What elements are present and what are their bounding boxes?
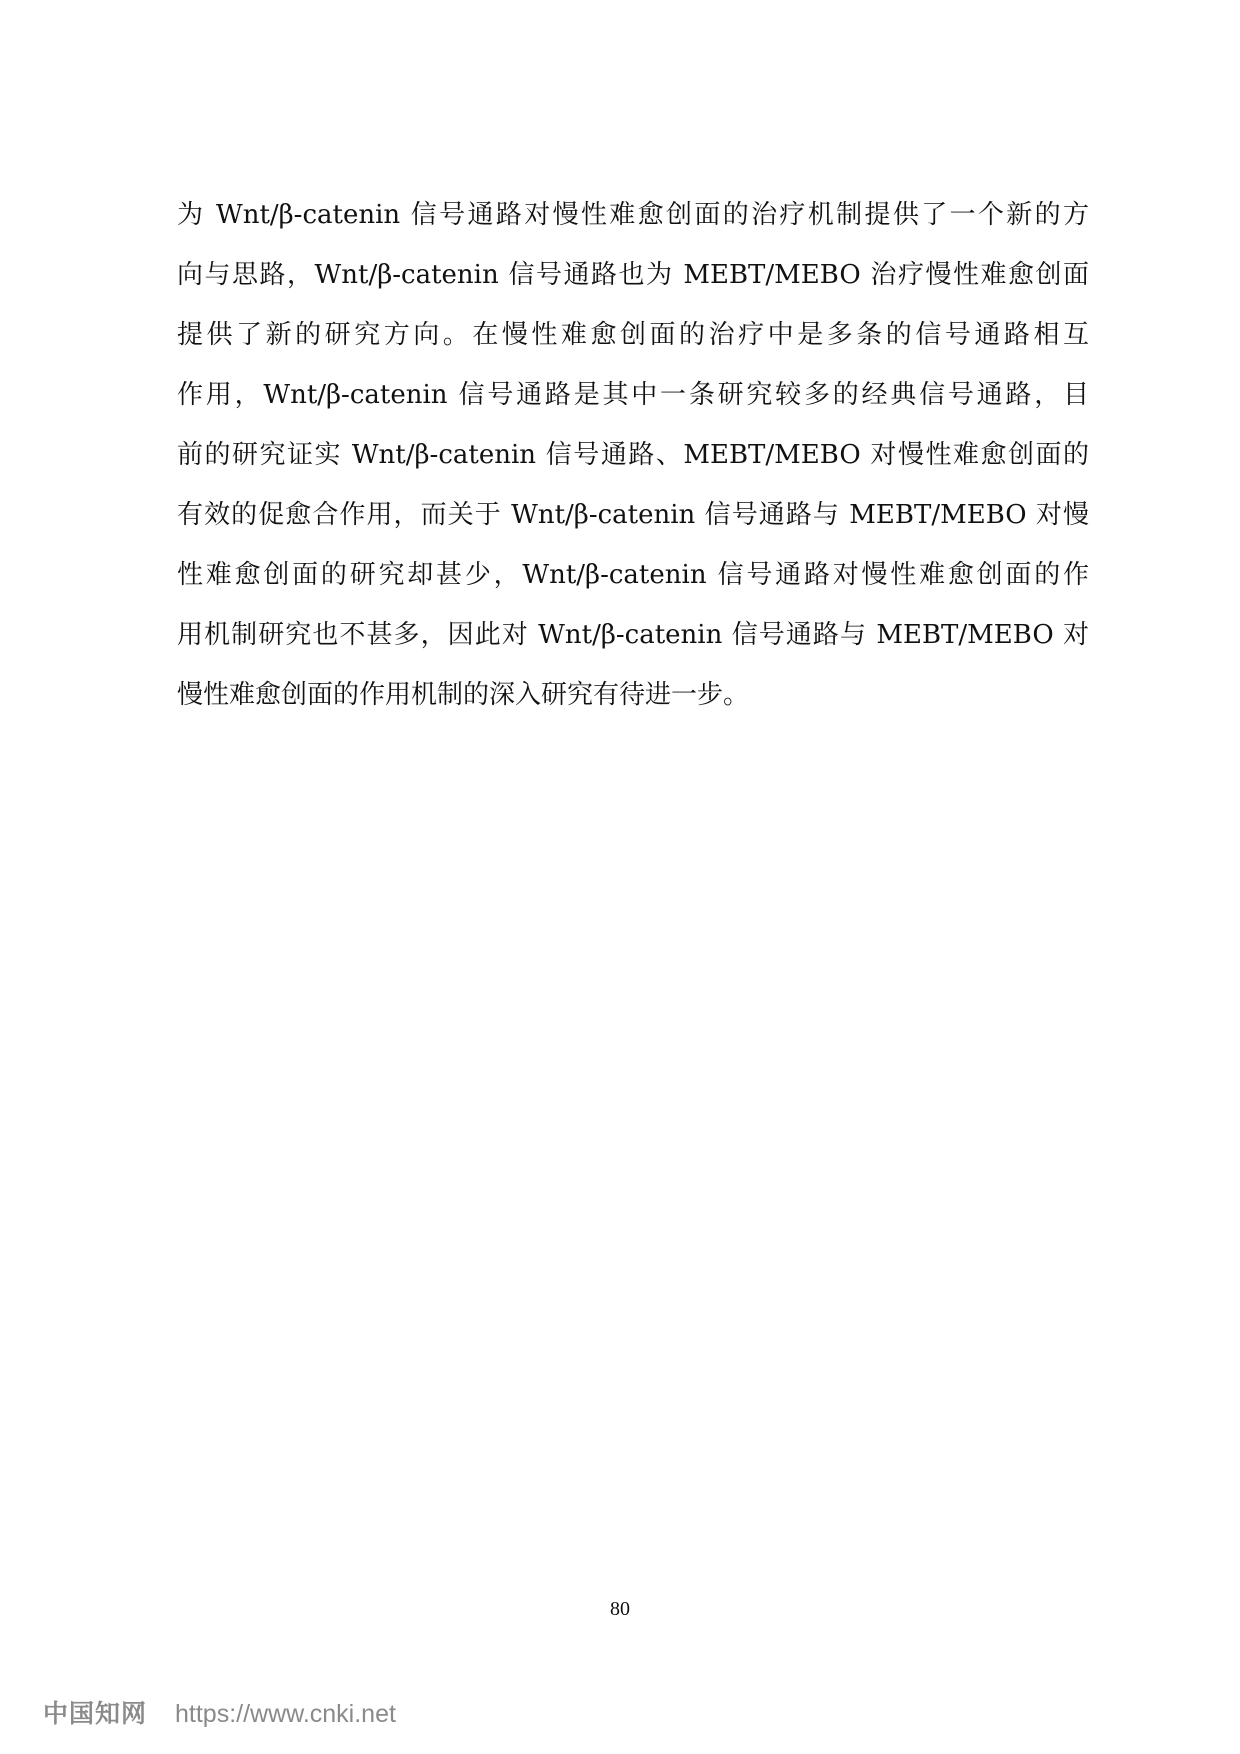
paragraph-line: 有效的促愈合作用，而关于 Wnt/β-catenin 信号通路与 MEBT/MEBO 对慢 [177,500,1089,530]
paragraph-line: 提供了新的研究方向。在慢性难愈创面的治疗中是多条的信号通路相互 [177,320,1089,350]
paragraph-line: 前的研究证实 Wnt/β-catenin 信号通路、MEBT/MEBO 对慢性难愈创面的 [177,440,1089,470]
paragraph-line: 作用，Wnt/β-catenin 信号通路是其中一条研究较多的经典信号通路，目 [177,380,1089,410]
page-number: 80 [610,1598,630,1620]
paragraph-line: 向与思路，Wnt/β-catenin 信号通路也为 MEBT/MEBO 治疗慢性难愈创面 [177,260,1089,290]
cnki-watermark [43,1694,396,1730]
body-paragraph [177,185,1089,725]
paragraph-line: 性难愈创面的研究却甚少，Wnt/β-catenin 信号通路对慢性难愈创面的作 [177,560,1089,590]
cnki-url: https://www.cnki.net [175,1700,396,1728]
paragraph-line: 用机制研究也不甚多，因此对 Wnt/β-catenin 信号通路与 MEBT/MEBO 对 [177,620,1089,650]
paragraph-line: 慢性难愈创面的作用机制的深入研究有待进一步。 [177,680,750,710]
cnki-logo: 中国知网 [43,1699,148,1728]
paragraph-line: 为 Wnt/β-catenin 信号通路对慢性难愈创面的治疗机制提供了一个新的方 [177,200,1089,230]
